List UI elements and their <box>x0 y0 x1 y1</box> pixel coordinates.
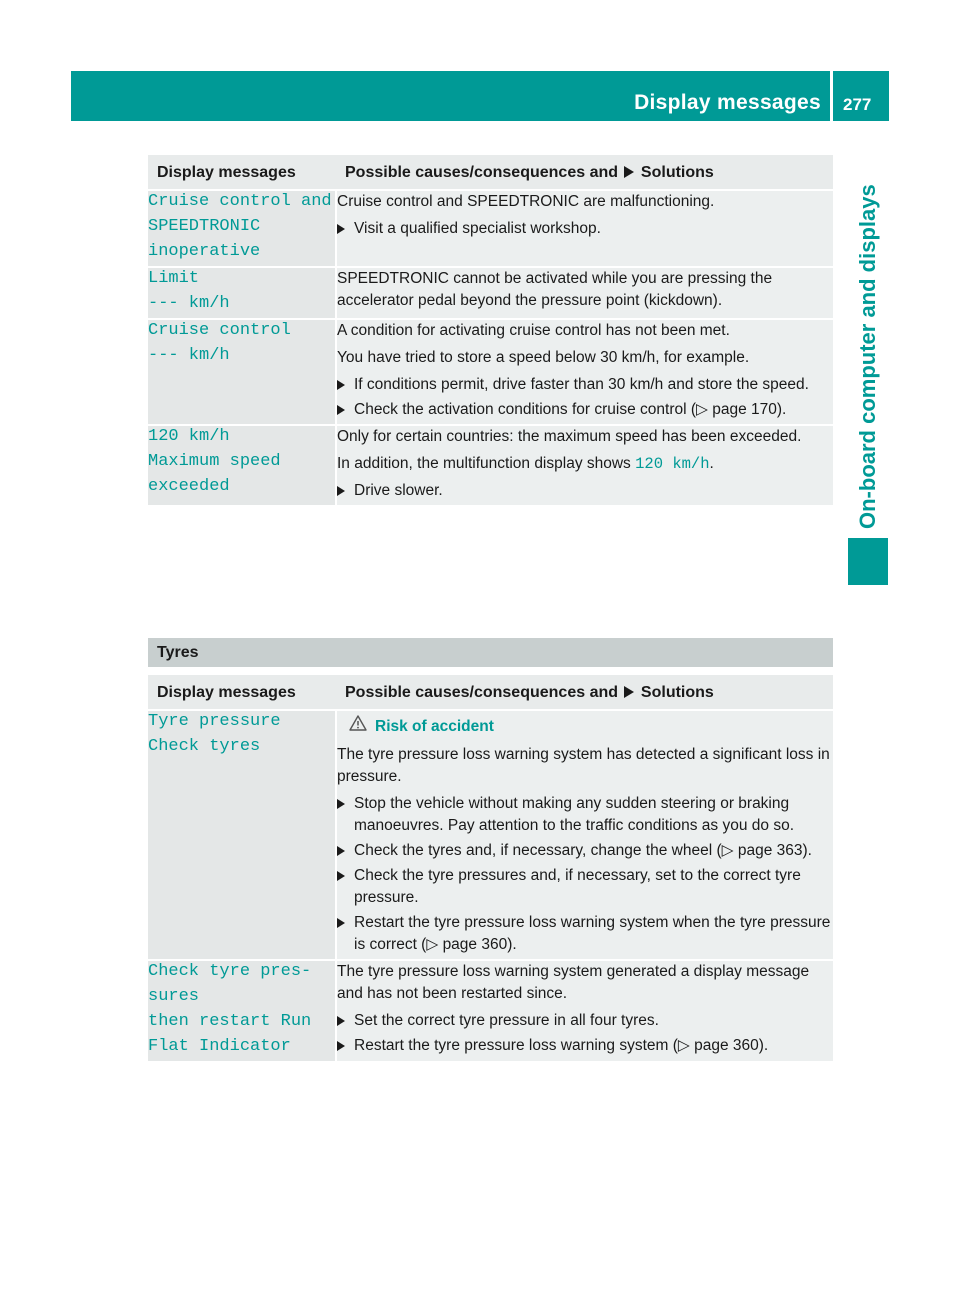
col-header-solutions-text: Solutions <box>640 684 714 701</box>
description-text: The tyre pressure loss warning system has detected a significant loss in pressure. <box>337 746 830 785</box>
description-text: Only for certain countries: the maximum speed has been exceeded. <box>337 428 802 445</box>
action-step-text: Drive slower. <box>354 482 443 499</box>
arrow-right-icon <box>624 686 634 698</box>
display-message-line: SPEEDTRONIC <box>148 217 261 236</box>
description-text <box>337 453 833 475</box>
description-text-tail: . <box>709 455 714 472</box>
warning-notice <box>349 715 833 738</box>
action-step-text: Restart the tyre pressure loss warning system when the tyre pressure is correct (▷ page 360). <box>354 914 831 953</box>
col-header-display-messages: Display messages <box>148 155 336 190</box>
description-text: The tyre pressure loss warning system generated a display message and has not been restarted since. <box>337 963 810 1002</box>
arrow-right-icon <box>337 224 345 234</box>
action-step-text: Set the correct tyre pressure in all four tyres. <box>354 1012 659 1029</box>
page-number: 277 <box>843 95 872 114</box>
table-row <box>148 425 833 506</box>
arrow-right-icon <box>337 380 345 390</box>
description-cell <box>336 319 833 425</box>
col-header-causes <box>336 155 833 190</box>
display-messages-table-tyres <box>148 675 833 1063</box>
header-title: Display messages <box>634 91 821 114</box>
action-step-text: Check the tyres and, if necessary, change the wheel (▷ page 363). <box>354 842 812 859</box>
display-message-inline: 120 km/h <box>635 455 710 473</box>
description-cell <box>336 960 833 1062</box>
display-message-line: Maximum speed <box>148 452 281 471</box>
description-cell <box>336 710 833 960</box>
description-cell <box>336 425 833 506</box>
action-step <box>337 1035 833 1057</box>
display-message-cell <box>148 190 336 267</box>
arrow-right-icon <box>337 871 345 881</box>
action-step-text: If conditions permit, drive faster than 30 km/h and store the speed. <box>354 376 809 393</box>
warning-triangle-icon <box>349 715 367 738</box>
arrow-right-icon <box>624 166 634 178</box>
warning-title: Risk of accident <box>375 717 494 735</box>
action-step <box>337 793 833 837</box>
action-step <box>337 912 833 956</box>
side-marker <box>848 538 888 585</box>
display-message-line: Check tyres <box>148 737 261 756</box>
page-header-bar <box>71 71 889 121</box>
display-message-line: 120 km/h <box>148 427 230 446</box>
display-message-line: Limit <box>148 269 200 288</box>
action-step-text: Check the activation conditions for cruise control (▷ page 170). <box>354 401 787 418</box>
display-message-line: Tyre pressure <box>148 712 281 731</box>
action-step-text: Check the tyre pressures and, if necessary, set to the correct tyre pressure. <box>354 867 801 906</box>
action-step <box>337 399 833 421</box>
description-cell <box>336 267 833 319</box>
table-row <box>148 710 833 960</box>
display-message-line: --- km/h <box>148 346 230 365</box>
description-text-part: In addition, the multifunction display shows <box>337 455 631 472</box>
action-step <box>337 840 833 862</box>
action-step-text: Visit a qualified specialist workshop. <box>354 220 601 237</box>
arrow-right-icon <box>337 405 345 415</box>
arrow-right-icon <box>337 1041 345 1051</box>
display-messages-table-cruise <box>148 155 833 507</box>
display-message-line: Cruise control <box>148 321 291 340</box>
display-message-cell <box>148 319 336 425</box>
side-chapter-title: On-board computer and displays <box>855 184 880 529</box>
description-text: You have tried to store a speed below 30 km/h, for example. <box>337 349 750 366</box>
description-cell <box>336 190 833 267</box>
description-text: Cruise control and SPEEDTRONIC are malfunctioning. <box>337 193 715 210</box>
display-message-line: Cruise control and <box>148 192 332 211</box>
table-row <box>148 960 833 1062</box>
display-message-line: then restart Run <box>148 1012 312 1031</box>
action-step <box>337 374 833 396</box>
table-body <box>148 710 833 1062</box>
col-header-causes-text: Possible causes/consequences and <box>345 164 619 181</box>
display-message-cell <box>148 710 336 960</box>
table-row <box>148 267 833 319</box>
col-header-solutions-text: Solutions <box>640 164 714 181</box>
arrow-right-icon <box>337 918 345 928</box>
display-message-line: Flat Indicator <box>148 1037 291 1056</box>
display-message-cell <box>148 960 336 1062</box>
arrow-right-icon <box>337 846 345 856</box>
display-message-cell <box>148 267 336 319</box>
description-text: A condition for activating cruise control has not been met. <box>337 322 730 339</box>
display-message-cell <box>148 425 336 506</box>
side-chapter-tab <box>848 135 888 585</box>
display-message-line: exceeded <box>148 477 230 496</box>
col-header-causes <box>336 675 833 710</box>
arrow-right-icon <box>337 486 345 496</box>
header-separator <box>830 71 833 121</box>
display-message-line: sures <box>148 987 200 1006</box>
display-message-line: --- km/h <box>148 294 230 313</box>
action-step <box>337 218 833 240</box>
display-message-line: inoperative <box>148 242 261 261</box>
arrow-right-icon <box>337 799 345 809</box>
table-body <box>148 190 833 506</box>
description-text: SPEEDTRONIC cannot be activated while you are pressing the accelerator pedal beyond the pressure point (kickdown). <box>337 270 773 309</box>
col-header-causes-text: Possible causes/consequences and <box>345 684 619 701</box>
table-row <box>148 190 833 267</box>
action-step-text: Restart the tyre pressure loss warning system (▷ page 360). <box>354 1037 769 1054</box>
arrow-right-icon <box>337 1016 345 1026</box>
action-step-text: Stop the vehicle without making any sudden steering or braking manoeuvres. Pay attention to the traffic conditions as you do so. <box>354 795 795 834</box>
action-step <box>337 1010 833 1032</box>
table-row <box>148 319 833 425</box>
action-step <box>337 865 833 909</box>
col-header-display-messages: Display messages <box>148 675 336 710</box>
action-step <box>337 480 833 502</box>
display-message-line: Check tyre pres- <box>148 962 312 981</box>
section-title-tyres: Tyres <box>148 638 833 667</box>
